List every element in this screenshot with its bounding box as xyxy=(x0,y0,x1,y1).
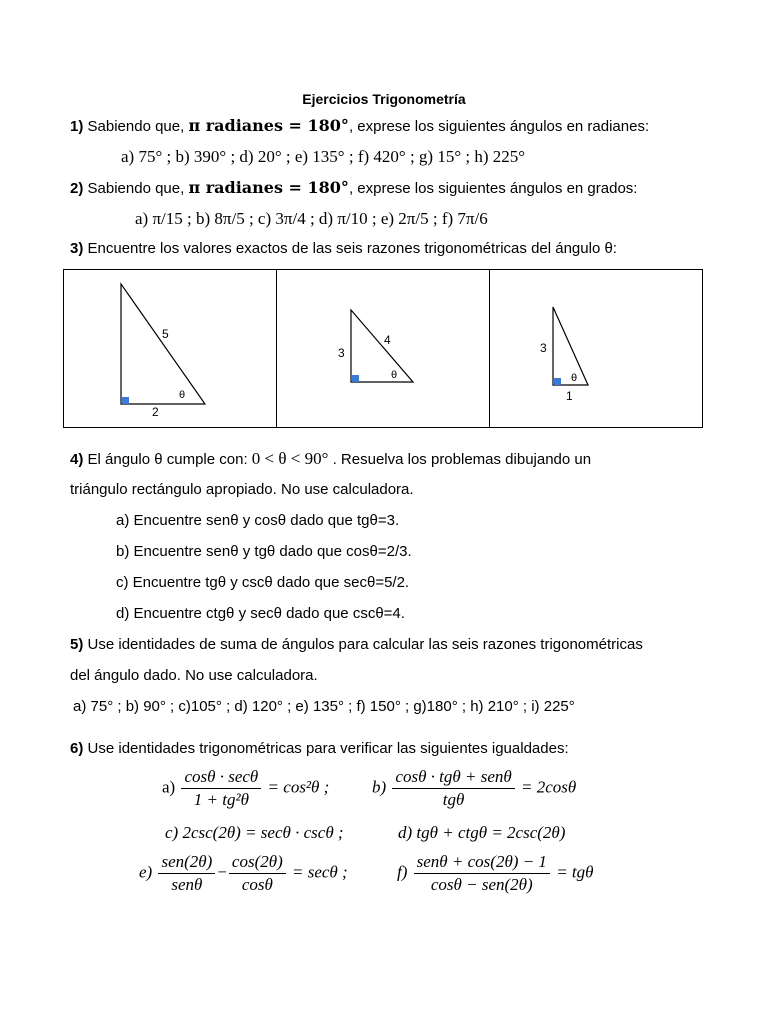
triangle-figure-1 xyxy=(64,270,276,427)
side-label: 3 xyxy=(338,346,345,360)
question-6 xyxy=(70,740,569,757)
question-3 xyxy=(70,240,617,257)
pi-radians-equation: π radianes = 180° xyxy=(188,116,349,135)
denominator: tgθ xyxy=(442,790,465,809)
item-label: a) xyxy=(162,777,176,797)
angle-range: 0 < θ < 90° xyxy=(251,449,329,468)
theta-label: θ xyxy=(179,390,186,401)
right-angle-marker xyxy=(554,378,561,385)
numerator: senθ + cos(2θ) − 1 xyxy=(414,851,550,874)
question-5 xyxy=(70,636,643,653)
question-2-items: a) π/15 ; b) 8π/5 ; c) 3π/4 ; d) π/10 ; e) 2π/5 ; f) 7π/6 xyxy=(135,209,488,228)
question-2 xyxy=(70,178,637,197)
denominator: 1 + tg²θ xyxy=(193,790,249,809)
question-number: 3) xyxy=(70,240,84,257)
item-label: b) xyxy=(372,777,387,797)
question-text: . Resuelva los problemas dibujando un xyxy=(332,451,592,468)
hypotenuse-label: 4 xyxy=(384,333,391,347)
fraction xyxy=(158,851,215,896)
question-number: 4) xyxy=(70,451,84,468)
right-hand-side: = tgθ xyxy=(556,862,594,882)
right-angle-marker xyxy=(352,375,359,382)
denominator: cosθ xyxy=(241,875,273,894)
denominator: cosθ − sen(2θ) xyxy=(430,875,533,894)
hypotenuse-label: 5 xyxy=(162,327,169,341)
identity-b xyxy=(372,766,576,811)
right-angle-marker xyxy=(122,397,129,404)
page-title: Ejercicios Trigonometría xyxy=(302,91,466,107)
triangle-cell-3 xyxy=(490,270,703,428)
base-label: 2 xyxy=(152,405,159,419)
right-hand-side: = 2cosθ xyxy=(521,777,577,797)
question-4-line-2: triángulo rectángulo apropiado. No use calculadora. xyxy=(70,481,414,498)
item-label: f) xyxy=(397,862,408,882)
list-item: c) Encuentre tgθ y cscθ dado que secθ=5/2. xyxy=(116,574,410,591)
fraction xyxy=(392,766,514,811)
question-text: El ángulo θ cumple con: xyxy=(87,451,248,468)
numerator: cos(2θ) xyxy=(229,851,286,874)
fraction xyxy=(181,766,261,811)
base-label: 1 xyxy=(566,389,573,403)
numerator: cosθ · secθ xyxy=(181,766,261,789)
triangles-table xyxy=(63,269,703,428)
question-number: 5) xyxy=(70,636,84,653)
operator: − xyxy=(217,862,227,882)
side-label: 3 xyxy=(540,341,547,355)
question-text: Use identidades trigonométricas para verificar las siguientes igualdades: xyxy=(87,740,569,757)
identity-d: d) tgθ + ctgθ = 2csc(2θ) xyxy=(398,823,566,842)
question-text: Sabiendo que, xyxy=(87,180,185,197)
list-item: b) Encuentre senθ y tgθ dado que cosθ=2/3. xyxy=(116,543,412,560)
identity-a xyxy=(162,766,329,811)
fraction xyxy=(229,851,286,896)
denominator: senθ xyxy=(171,875,203,894)
pi-radians-equation: π radianes = 180° xyxy=(188,178,349,197)
numerator: sen(2θ) xyxy=(158,851,215,874)
triangle-cell-2 xyxy=(277,270,490,428)
list-item: d) Encuentre ctgθ y secθ dado que cscθ=4. xyxy=(116,605,405,622)
triangle-cell-1 xyxy=(64,270,277,428)
question-text: , exprese los siguientes ángulos en radianes: xyxy=(348,118,650,135)
item-label: e) xyxy=(139,862,153,882)
question-text: Sabiendo que, xyxy=(87,118,185,135)
theta-label: θ xyxy=(391,370,398,381)
question-1-items: a) 75° ; b) 390° ; d) 20° ; e) 135° ; f) 420° ; g) 15° ; h) 225° xyxy=(121,147,526,166)
identity-f xyxy=(397,851,593,896)
question-text: , exprese los siguientes ángulos en grados: xyxy=(348,180,638,197)
fraction xyxy=(414,851,550,896)
theta-label: θ xyxy=(571,373,578,384)
question-number: 6) xyxy=(70,740,84,757)
question-text: Encuentre los valores exactos de las seis razones trigonométricas del ángulo θ: xyxy=(87,240,617,257)
question-text: Use identidades de suma de ángulos para calcular las seis razones trigonométricas xyxy=(87,636,643,653)
list-item: a) Encuentre senθ y cosθ dado que tgθ=3. xyxy=(116,512,400,529)
question-1 xyxy=(70,116,649,135)
question-4 xyxy=(70,449,591,469)
triangle-figure-3 xyxy=(490,270,702,427)
identity-e xyxy=(139,851,348,896)
numerator: cosθ · tgθ + senθ xyxy=(392,766,514,789)
right-hand-side: = cos²θ ; xyxy=(267,777,330,797)
question-5-line-2: del ángulo dado. No use calculadora. xyxy=(70,667,318,684)
right-hand-side: = secθ ; xyxy=(292,862,348,882)
triangle-figure-2 xyxy=(277,270,489,427)
question-number: 2) xyxy=(70,180,84,197)
identity-c: c) 2csc(2θ) = secθ · cscθ ; xyxy=(165,823,344,842)
question-number: 1) xyxy=(70,118,84,135)
question-5-items: a) 75° ; b) 90° ; c)105° ; d) 120° ; e) 135° ; f) 150° ; g)180° ; h) 210° ; i) 225° xyxy=(73,698,575,715)
